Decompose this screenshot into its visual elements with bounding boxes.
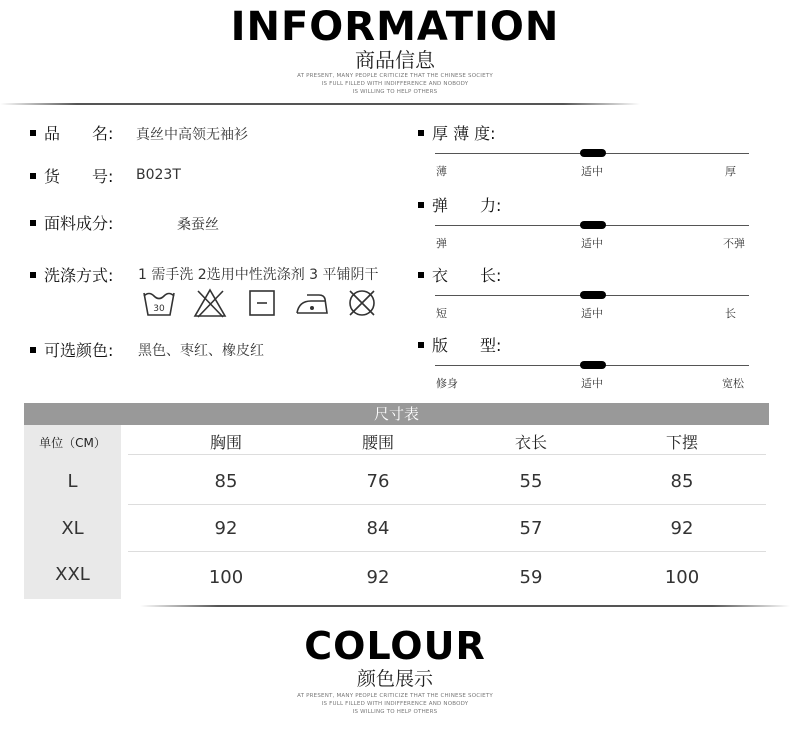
sku-label: 货 号: bbox=[30, 164, 113, 187]
size-cell: XL bbox=[61, 518, 84, 539]
wash-value: 1 需手洗 2选用中性洗涤剂 3 平铺阴干 bbox=[138, 267, 379, 283]
name-value: 真丝中高领无袖衫 bbox=[136, 127, 248, 143]
scale-label: 版 型: bbox=[418, 333, 501, 356]
table-divider bbox=[140, 605, 790, 607]
wash-label: 洗涤方式: bbox=[30, 263, 113, 286]
sku-value: B023T bbox=[136, 167, 181, 183]
information-subtitle: 商品信息 bbox=[355, 48, 435, 72]
column-header: 胸围 bbox=[209, 433, 242, 452]
tumble-dry-icon bbox=[245, 287, 279, 319]
color-label: 可选颜色: bbox=[30, 338, 113, 361]
fabric-value: 桑蚕丝 bbox=[177, 217, 219, 233]
column-header: 腰围 bbox=[361, 433, 394, 452]
scale-knob bbox=[580, 221, 606, 229]
column-header: 衣长 bbox=[514, 433, 547, 452]
scale-knob bbox=[580, 149, 606, 157]
no-dry-clean-icon bbox=[345, 287, 379, 319]
scale-knob bbox=[580, 361, 606, 369]
fabric-label: 面料成分: bbox=[30, 211, 113, 234]
information-title: INFORMATION bbox=[230, 4, 560, 50]
colour-title: COLOUR bbox=[304, 624, 486, 668]
iron-icon bbox=[295, 287, 329, 319]
scale-label: 厚 薄 度: bbox=[418, 121, 496, 144]
header-divider bbox=[0, 103, 640, 105]
scale-knob bbox=[580, 291, 606, 299]
scale-label: 弹 力: bbox=[418, 193, 501, 216]
column-header: 下摆 bbox=[665, 433, 698, 452]
hand-wash-30-icon bbox=[142, 287, 176, 319]
size-table-title: 尺寸表 bbox=[24, 403, 769, 425]
wash-temp-label: 30 bbox=[153, 304, 165, 314]
colour-subtitle: 颜色展示 bbox=[356, 668, 433, 690]
scale-label: 衣 长: bbox=[418, 263, 501, 286]
unit-label: 单位（CM） bbox=[39, 436, 106, 450]
name-label: 品 名: bbox=[30, 121, 113, 144]
color-value: 黑色、枣红、橡皮红 bbox=[138, 343, 264, 359]
no-bleach-icon bbox=[193, 287, 227, 319]
size-cell: XXL bbox=[55, 564, 90, 585]
size-cell: L bbox=[67, 471, 78, 492]
